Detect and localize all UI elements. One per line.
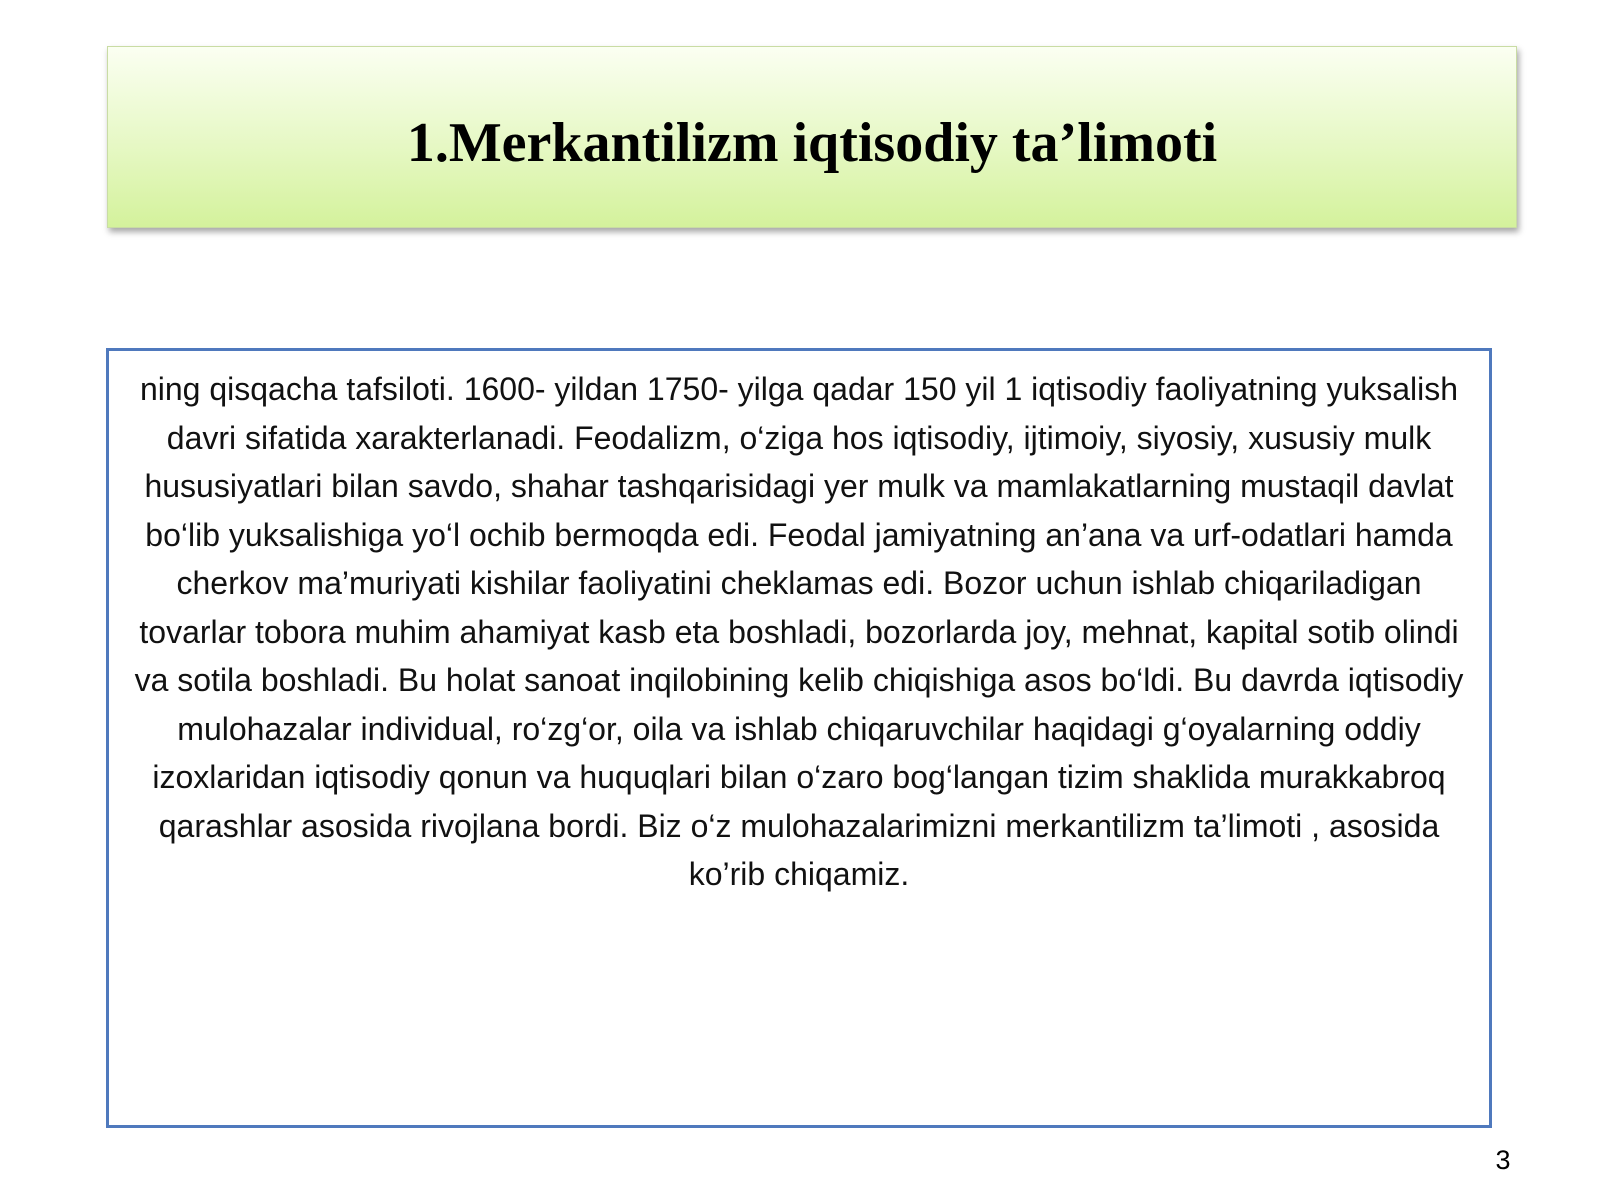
body-text-box <box>106 348 1492 1128</box>
slide-title: 1.Merkantilizm iqtisodiy ta’limoti <box>406 112 1218 174</box>
title-box <box>107 46 1517 228</box>
page-number: 3 <box>1495 1145 1511 1175</box>
body-paragraph: ning qisqacha tafsiloti. 1600- yildan 1750- yilga qadar 150 yil 1 iqtisodiy faoliyatning yuksalish davri sifatida xarakterlanadi. Feodalizm, o‘ziga hos iqtisodiy, ijtimoiy, siyosiy, xususiy mulk hususiyatlari bilan savdo, shahar tashqarisidagi yer mulk va mamlakatlarning mustaqil davlat bo‘lib yuksalishiga yo‘l ochib bermoqda edi. Feodal jamiyatning an’ana va urf-odatlari hamda cherkov ma’muriyati kishilar faoliyatini cheklamas edi. Bozor uchun ishlab chiqariladigan tovarlar tobora muhim ahamiyat kasb eta boshladi, bozorlarda joy, mehnat, kapital sotib olindi va sotila boshladi. Bu holat sanoat inqilobining kelib chiqishiga asos bo‘ldi. Bu davrda iqtisodiy mulohazalar individual, ro‘zg‘or, oila va ishlab chiqaruvchilar haqidagi g‘oyalarning oddiy izoxlaridan iqtisodiy qonun va huquqlari bilan o‘zaro bog‘langan tizim shaklida murakkabroq qarashlar asosida rivojlana bordi. Biz o‘z mulohazalarimizni merkantilizm ta’limoti , asosida ko’rib chiqamiz. <box>134 371 1464 892</box>
